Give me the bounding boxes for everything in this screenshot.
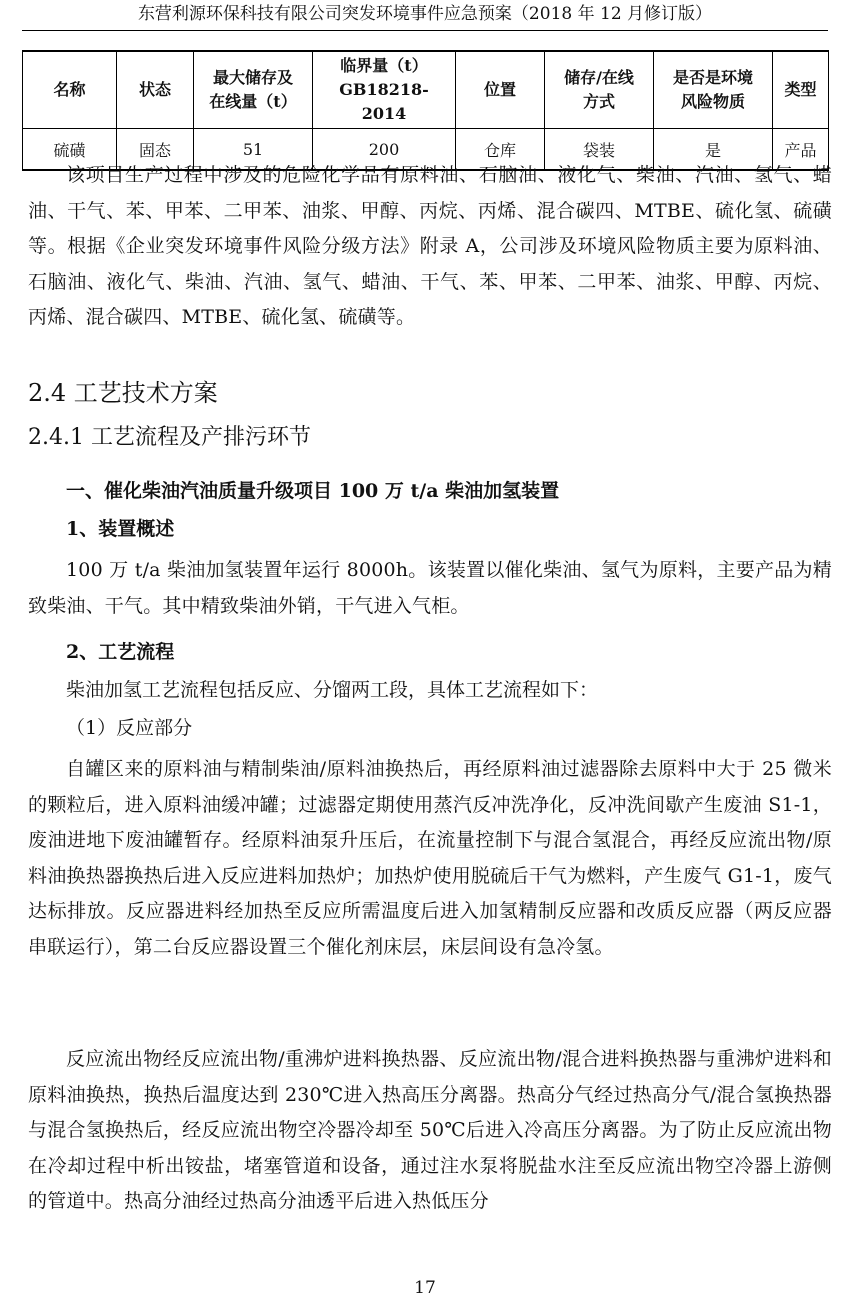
col-header-state: 状态 xyxy=(117,51,194,129)
col-header-storage-method: 储存/在线 方式 xyxy=(545,51,654,129)
col-header-max-storage: 最大储存及 在线量（t） xyxy=(194,51,313,129)
paragraph-reaction-part: （1）反应部分 xyxy=(66,717,193,739)
paragraph-overview: 100 万 t/a 柴油加氢装置年运行 8000h。该装置以催化柴油、氢气为原料，主要产品为精致柴油、干气。其中精致柴油外销，干气进入气柜。 xyxy=(28,559,832,617)
cell-threshold: 200 xyxy=(313,129,456,171)
page-header xyxy=(22,0,828,31)
col-header-type: 类型 xyxy=(773,51,829,129)
cell-location: 仓库 xyxy=(456,129,545,171)
section-heading-project: 一、催化柴油汽油质量升级项目 100 万 t/a 柴油加氢装置 xyxy=(66,480,560,502)
heading-2-4: 2.4 工艺技术方案 xyxy=(28,379,218,407)
subheading-process: 2、工艺流程 xyxy=(66,641,175,663)
cell-risk-substance: 是 xyxy=(654,129,773,171)
col-header-risk-substance: 是否是环境 风险物质 xyxy=(654,51,773,129)
hazard-table xyxy=(22,50,829,171)
paragraph-process-intro: 柴油加氢工艺流程包括反应、分馏两工段，具体工艺流程如下： xyxy=(66,679,599,701)
paragraph-effluent-detail: 反应流出物经反应流出物/重沸炉进料换热器、反应流出物/混合进料换热器与重沸炉进料和原料油换热，换热后温度达到 230℃进入热高压分离器。热高分气经过热高分气/混合氢换热器与混合氢换热后，经反应流出物空冷器冷却至 50℃后进入冷高压分离器。为了防止反应流出物在冷却过程中析出铵盐，堵塞管道和设备，通过注水泵将脱盐水注至反应流出物空冷器上游侧的管道中。热高分油经过热高分油透平后进入热低压分 xyxy=(28,1048,832,1212)
table-header-row xyxy=(23,51,829,129)
cell-name: 硫磺 xyxy=(23,129,117,171)
cell-storage-method: 袋装 xyxy=(545,129,654,171)
col-header-location: 位置 xyxy=(456,51,545,129)
header-title: 东营利源环保科技有限公司突发环境事件应急预案（2018 年 12 月修订版） xyxy=(137,4,713,24)
col-header-threshold: 临界量（t） GB18218-2014 xyxy=(313,51,456,129)
col-header-name: 名称 xyxy=(23,51,117,129)
subheading-overview: 1、装置概述 xyxy=(66,518,175,540)
cell-state: 固态 xyxy=(117,129,194,171)
paragraph-reaction-detail: 自罐区来的原料油与精制柴油/原料油换热后，再经原料油过滤器除去原料中大于 25 微米的颗粒后，进入原料油缓冲罐；过滤器定期使用蒸汽反冲洗净化，反冲洗间歇产生废油 S1-1，废油进地下废油罐暂存。经原料油泵升压后，在流量控制下与混合氢混合，再经反应流出物/原料油换热器换热后进入反应进料加热炉；加热炉使用脱硫后干气为燃料，产生废气 G1-1，废气达标排放。反应器进料经加热至反应所需温度后进入加氢精制反应器和改质反应器（两反应器串联运行），第二台反应器设置三个催化剂床层，床层间设有急冷氢。 xyxy=(28,758,832,958)
paragraph-hazardous-chemicals: 该项目生产过程中涉及的危险化学品有原料油、石脑油、液化气、柴油、汽油、氢气、蜡油、干气、苯、甲苯、二甲苯、油浆、甲醇、丙烷、丙烯、混合碳四、MTBE、硫化氢、硫磺等。根据《企业突发环境事件风险分级方法》附录 A，公司涉及环境风险物质主要为原料油、石脑油、液化气、柴油、汽油、氢气、蜡油、干气、苯、甲苯、二甲苯、油浆、甲醇、丙烷、丙烯、混合碳四、MTBE、硫化氢、硫磺等。 xyxy=(28,164,832,328)
page-number: 17 xyxy=(414,1278,436,1298)
heading-2-4-1: 2.4.1 工艺流程及产排污环节 xyxy=(28,425,311,450)
cell-max-storage: 51 xyxy=(194,129,313,171)
cell-type: 产品 xyxy=(773,129,829,171)
